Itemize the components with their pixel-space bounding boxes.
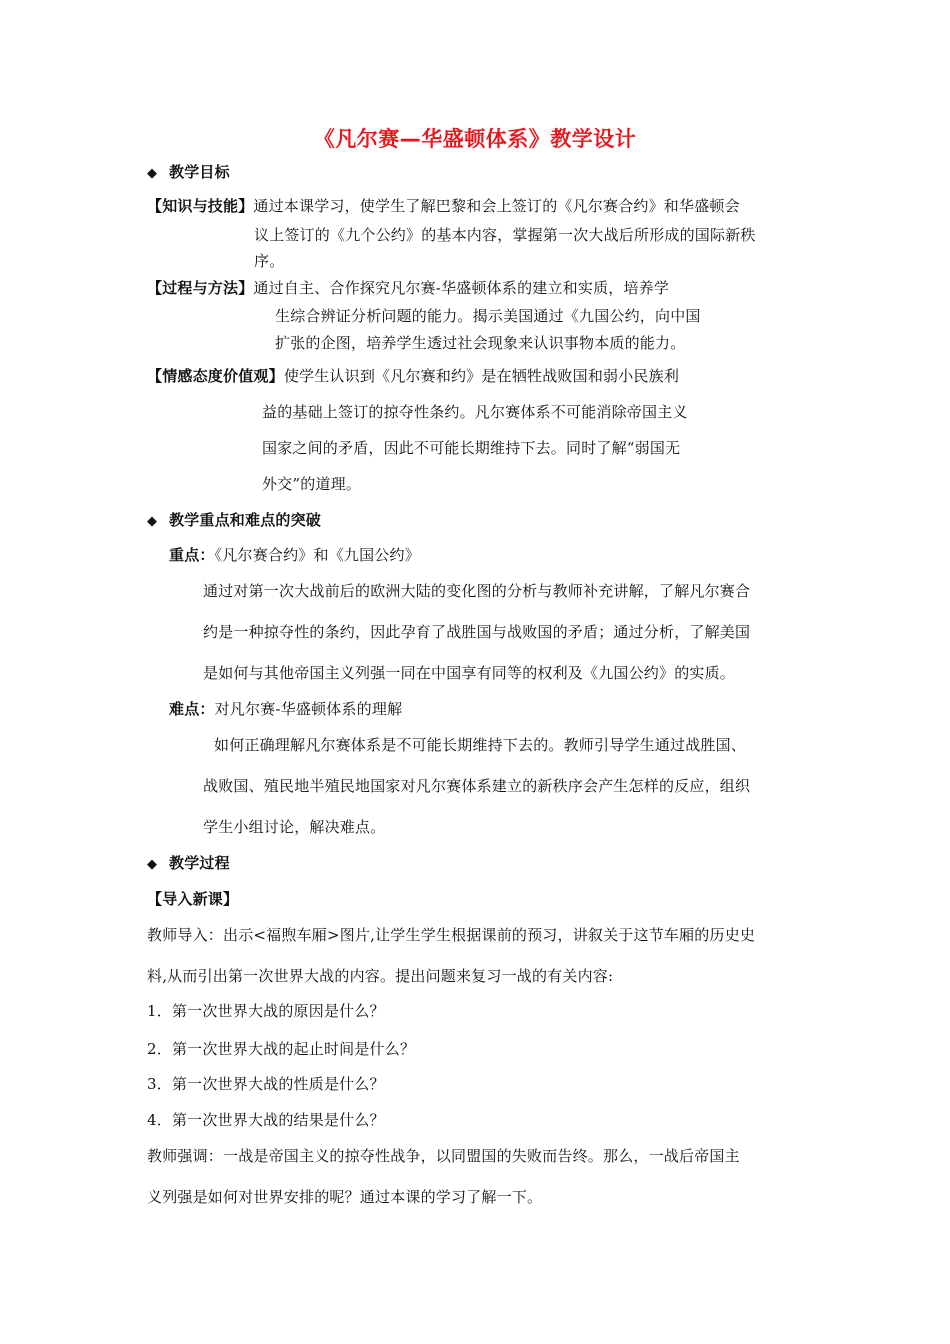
question-4: 4．第一次世界大战的结果是什么？ (147, 1111, 385, 1129)
emotion-line-3: 国家之间的矛盾，因此不可能长期维持下去。同时了解“弱国无 (262, 439, 681, 457)
knowledge-line-3: 序。 (254, 252, 285, 270)
diamond-bullet-icon: ◆ (147, 514, 158, 529)
stress-line-2: 义列强是如何对世界安排的呢？通过本课的学习了解一下。 (147, 1188, 543, 1206)
key-para-line-2: 约是一种掠夺性的条约，因此孕育了战胜国与战败国的矛盾；通过分析，了解美国 (203, 623, 751, 641)
process-line-2: 生综合辨证分析问题的能力。揭示美国通过《九国公约，向中国 (275, 307, 701, 325)
question-2: 2．第一次世界大战的起止时间是什么？ (147, 1040, 416, 1058)
section-heading-process: ◆ 教学过程 (147, 852, 230, 876)
key-point-line: 重点：《凡尔赛合约》和《九国公约》 (169, 546, 420, 564)
hard-para-line-3: 学生小组讨论，解决难点。 (203, 818, 386, 836)
key-point-label: 重点： (169, 546, 215, 564)
emotion-line-1: 【情感态度价值观】使学生认识到《凡尔赛和约》是在牺牲战败国和弱小民族利 (147, 367, 680, 385)
process-label: 【过程与方法】 (147, 279, 254, 297)
section-heading-key-points: ◆ 教学重点和难点的突破 (147, 509, 321, 533)
emotion-line-4: 外交”的道理。 (262, 475, 362, 493)
diamond-bullet-icon: ◆ (147, 857, 158, 872)
key-para-line-3: 是如何与其他帝国主义列强一同在中国享有同等的权利及《九国公约》的实质。 (203, 664, 736, 682)
question-3: 3．第一次世界大战的性质是什么？ (147, 1075, 385, 1093)
emotion-line-2: 益的基础上签订的掠夺性条约。凡尔赛体系不可能消除帝国主义 (262, 403, 688, 421)
hard-point-label: 难点： (169, 700, 215, 718)
process-line-3: 扩张的企图，培养学生透过社会现象来认识事物本质的能力。 (275, 334, 686, 352)
key-para-line-1: 通过对第一次大战前后的欧洲大陆的变化图的分析与教师补充讲解，了解凡尔赛合 (203, 582, 751, 600)
hard-para-line-1: 如何正确理解凡尔赛体系是不可能长期维持下去的。教师引导学生通过战胜国、 (214, 736, 747, 754)
knowledge-line-1: 【知识与技能】通过本课学习，使学生了解巴黎和会上签订的《凡尔赛合约》和华盛顿会 (147, 197, 740, 215)
hard-para-line-2: 战败国、殖民地半殖民地国家对凡尔赛体系建立的新秩序会产生怎样的反应，组织 (203, 777, 751, 795)
intro-label: 【导入新课】 (147, 890, 239, 908)
intro-line-2: 料,从而引出第一次世界大战的内容。提出问题来复习一战的有关内容: (147, 967, 614, 985)
emotion-label: 【情感态度价值观】 (147, 367, 284, 385)
document-title: 《凡尔赛—华盛顿体系》教学设计 (313, 127, 637, 151)
intro-line-1: 教师导入：出示<福煦车厢>图片,让学生学生根据课前的预习，讲叙关于这节车厢的历史史 (147, 926, 756, 944)
process-line-1: 【过程与方法】通过自主、合作探究凡尔赛-华盛顿体系的建立和实质，培养学 (147, 279, 670, 297)
hard-point-line: 难点：对凡尔赛-华盛顿体系的理解 (169, 700, 403, 718)
knowledge-line-2: 议上签订的《九个公约》的基本内容，掌握第一次大战后所形成的国际新秩 (254, 226, 756, 244)
diamond-bullet-icon: ◆ (147, 166, 158, 181)
stress-line-1: 教师强调：一战是帝国主义的掠夺性战争，以同盟国的失败而告终。那么，一战后帝国主 (147, 1147, 740, 1165)
question-1: 1．第一次世界大战的原因是什么？ (147, 1002, 385, 1020)
knowledge-label: 【知识与技能】 (147, 197, 254, 215)
section-heading-objectives: ◆ 教学目标 (147, 161, 230, 185)
